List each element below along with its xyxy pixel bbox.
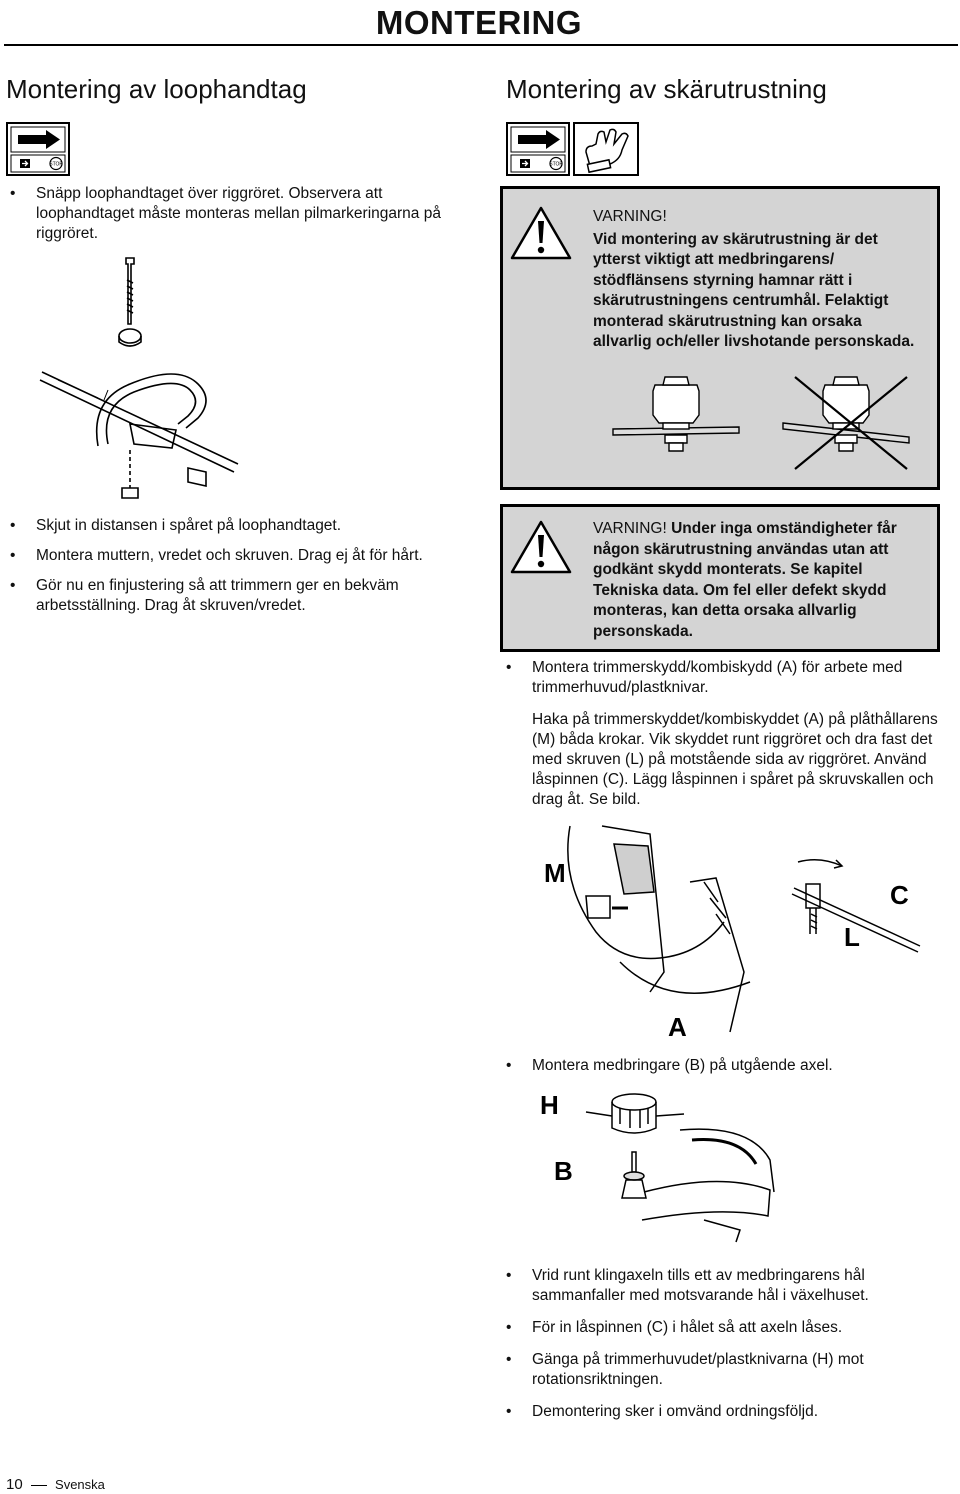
loop-handle-illustration xyxy=(38,250,268,511)
page-header xyxy=(0,0,960,46)
right-symbol-row xyxy=(506,122,640,181)
page-title: MONTERING xyxy=(375,4,582,41)
svg-text:STOP: STOP xyxy=(49,161,63,168)
list-item: • Snäpp loophandtaget över riggröret. Observera att loophandtaget måste monteras mellan pilmarkeringarna på riggröret. xyxy=(10,185,441,242)
engine-off-stop-icon xyxy=(11,155,65,172)
footer-dash xyxy=(31,1485,47,1486)
engine-off-stop-icon xyxy=(511,155,565,172)
label-m: M xyxy=(544,858,566,888)
footer-language: Svenska xyxy=(55,1477,105,1492)
guard-mounting-illustration xyxy=(530,822,950,1047)
section-title-loop-handle: Montering av loophandtag xyxy=(6,74,307,104)
drive-disc-illustration xyxy=(530,1080,800,1255)
list-item: • Montera trimmerskydd/kombiskydd (A) för arbete med trimmerhuvud/plastknivar. xyxy=(506,659,903,696)
blade-mounting-illustration xyxy=(611,373,927,477)
section-title-cutting-equipment: Montering av skärutrustning xyxy=(506,74,827,104)
list-item: • För in låspinnen (C) i hålet så att axeln låses. xyxy=(506,1319,843,1336)
list-item: • Montera muttern, vredet och skruven. Drag ej åt för hårt. xyxy=(10,547,423,564)
guard-paragraph: Haka på trimmerskyddet/kombiskyddet (A) på plåthållarens (M) båda krokar. Vik skyddet runt riggröret och dra fast det med skruven (L) på motstående sida av riggröret. Använd låspinnen (C). Lägg låspinnen i spåret på skruvskallen och drag åt. Se bild. xyxy=(532,711,938,808)
title-rule xyxy=(4,44,958,46)
label-l: L xyxy=(844,922,860,952)
list-item: • Skjut in distansen i spåret på loophandtaget. xyxy=(10,517,342,534)
svg-text:STOP: STOP xyxy=(549,161,563,168)
guard-bullet xyxy=(502,658,950,708)
warning-text xyxy=(593,207,923,353)
protective-gloves-icon xyxy=(574,123,638,175)
warning-triangle-icon xyxy=(509,519,573,575)
list-item: • Demontering sker i omvänd ordningsföljd. xyxy=(506,1403,819,1420)
final-bullets xyxy=(502,1266,950,1432)
warning-body: Under inga omständigheter får någon skärutrustning användas utan att godkänt skydd monterats. Se kapitel Tekniska data. Om fel eller defekt skydd monteras, kan detta orsaka allvarlig personskada. xyxy=(593,520,897,640)
list-item: • Gör nu en finjustering så att trimmern ger en bekväm arbetsställning. Drag åt skruven/vredet. xyxy=(10,577,399,614)
warning-heading: VARNING! xyxy=(593,520,667,537)
left-symbol-row xyxy=(6,122,70,181)
left-bullets-bottom xyxy=(6,516,456,626)
warning-box-mounting xyxy=(500,186,940,490)
label-b: B xyxy=(554,1156,573,1186)
page-number: 10 xyxy=(6,1476,23,1493)
warning-triangle-icon xyxy=(509,205,573,261)
list-item: • Montera medbringare (B) på utgående axel. xyxy=(506,1057,833,1074)
list-item: • Vrid runt klingaxeln tills ett av medbringarens hål sammanfaller med motsvarande hål i växelhuset. xyxy=(506,1267,869,1304)
page-footer xyxy=(6,1476,105,1493)
list-item: • Gänga på trimmerhuvudet/plastknivarna (H) mot rotationsriktningen. xyxy=(506,1351,864,1388)
label-h: H xyxy=(540,1090,559,1120)
left-bullets-top xyxy=(6,184,446,254)
warning-heading: VARNING! xyxy=(593,208,667,225)
warning-body: Vid montering av skärutrustning är det ytterst viktigt att medbringarens/ stödflänsens styrning hamnar rätt i skärutrustningens centrumhål. Felaktigt monterad skärutrustning kan orsaka allvarlig och/eller livshotande personskada. xyxy=(593,230,915,350)
label-a: A xyxy=(668,1012,687,1042)
label-c: C xyxy=(890,880,909,910)
warning-box-guard xyxy=(500,504,940,652)
warning-text xyxy=(593,519,927,642)
